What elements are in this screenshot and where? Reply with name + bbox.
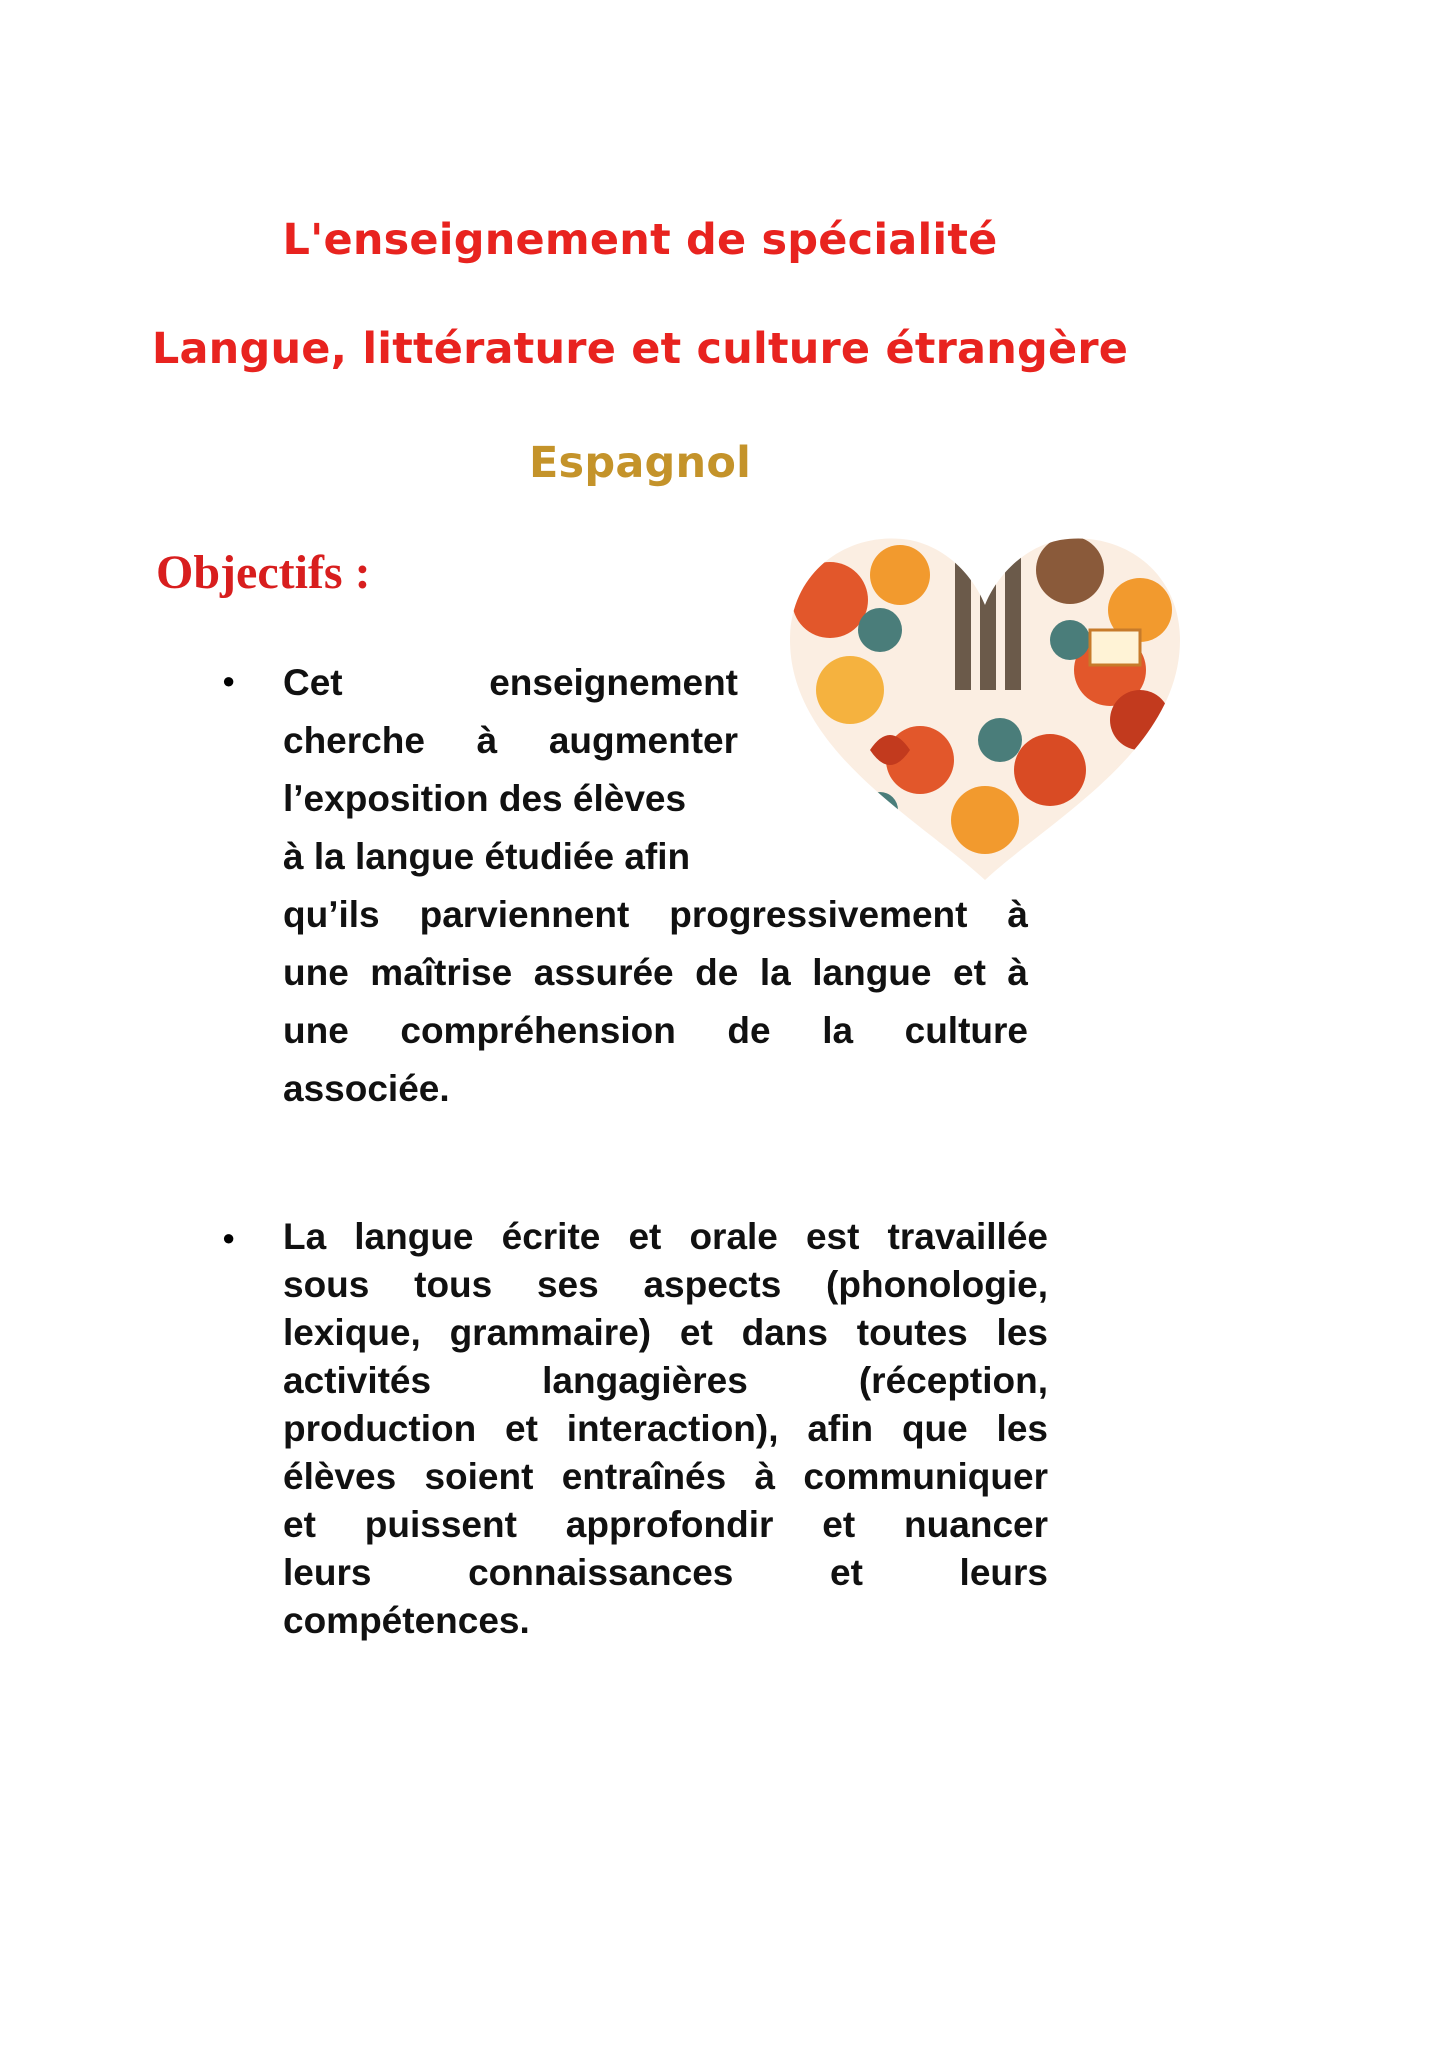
spain-culture-heart-icon xyxy=(770,520,1200,890)
text-line: Cet enseignement xyxy=(283,662,738,703)
text-line: élèves soient entraînés à communiquer xyxy=(283,1456,1048,1497)
document-subtitle: Langue, littérature et culture étrangère xyxy=(151,324,1129,374)
text-line: lexique, grammaire) et dans toutes les xyxy=(283,1312,1048,1353)
objectives-heading: Objectifs : xyxy=(156,546,371,599)
text-line: associée. xyxy=(283,1068,450,1109)
text-line: production et interaction), afin que les xyxy=(283,1408,1048,1449)
language-label: Espagnol xyxy=(528,438,752,488)
text-line: l’exposition des élèves xyxy=(283,778,687,819)
text-line: leurs connaissances et leurs xyxy=(283,1552,1048,1593)
bullet-dot: ● xyxy=(222,1225,236,1250)
paragraph-objective-1-wrapped xyxy=(283,654,738,886)
text-line: une compréhension de la culture xyxy=(283,1010,1028,1051)
text-line: à la langue étudiée afin xyxy=(283,836,691,877)
text-line: activités langagières (réception, xyxy=(283,1360,1048,1401)
paragraph-objective-1 xyxy=(283,886,1028,1118)
text-line: une maîtrise assurée de la langue et à xyxy=(283,952,1028,993)
text-line: sous tous ses aspects (phonologie, xyxy=(283,1264,1048,1305)
document-title: L'enseignement de spécialité xyxy=(282,215,998,265)
text-line: qu’ils parviennent progressivement à xyxy=(283,894,1028,935)
paragraph-objective-2 xyxy=(283,1213,1048,1645)
text-line: compétences. xyxy=(283,1600,530,1641)
bullet-dot: ● xyxy=(222,668,236,693)
text-line: cherche à augmenter xyxy=(283,720,738,761)
text-line: La langue écrite et orale est travaillée xyxy=(283,1216,1048,1257)
text-line: et puissent approfondir et nuancer xyxy=(283,1504,1048,1545)
